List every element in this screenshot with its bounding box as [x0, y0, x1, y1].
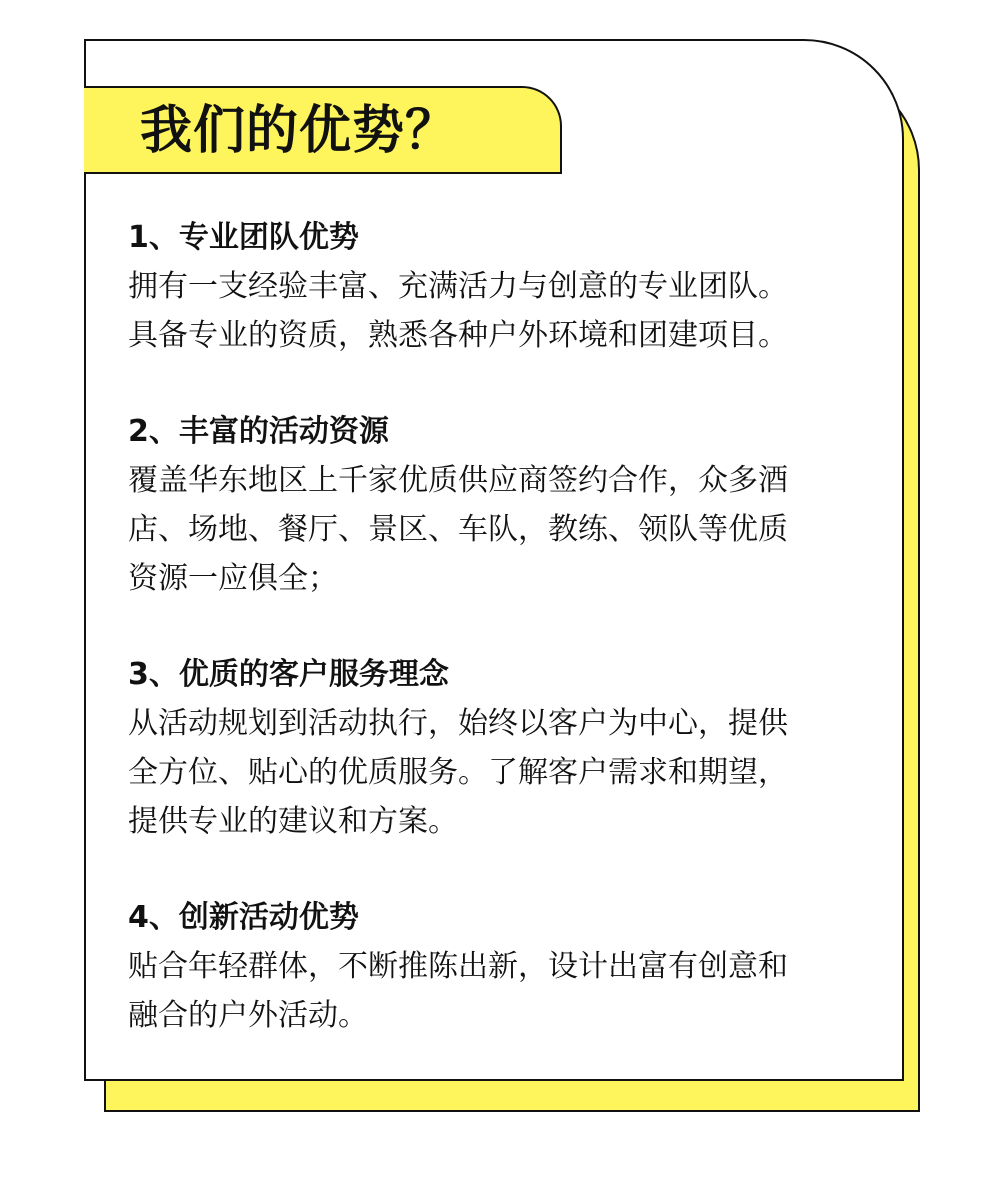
section-team	[128, 214, 868, 360]
section-text: 从活动规划到活动执行，始终以客户为中心，提供	[128, 706, 788, 741]
section-text: 拥有一支经验丰富、充满活力与创意的专业团队。	[128, 269, 788, 304]
section-heading: 3、优质的客户服务理念	[128, 657, 449, 692]
advantages-list	[128, 214, 868, 1088]
page-title: 我们的优势？	[140, 101, 459, 161]
section-service	[128, 651, 868, 846]
section-text: 全方位、贴心的优质服务。了解客户需求和期望，	[128, 755, 788, 790]
section-heading: 4、创新活动优势	[128, 900, 359, 935]
section-text: 提供专业的建议和方案。	[128, 804, 458, 839]
section-text: 融合的户外活动。	[128, 998, 368, 1033]
section-text: 具备专业的资质，熟悉各种户外环境和团建项目。	[128, 318, 788, 353]
section-text: 贴合年轻群体，不断推陈出新，设计出富有创意和	[128, 949, 788, 984]
section-text: 店、场地、餐厅、景区、车队，教练、领队等优质	[128, 512, 788, 547]
section-heading: 1、专业团队优势	[128, 220, 359, 255]
section-text: 覆盖华东地区上千家优质供应商签约合作，众多酒	[128, 463, 788, 498]
section-innovation	[128, 894, 868, 1040]
section-resources	[128, 408, 868, 603]
section-text: 资源一应俱全；	[128, 561, 338, 596]
section-heading: 2、丰富的活动资源	[128, 414, 389, 449]
